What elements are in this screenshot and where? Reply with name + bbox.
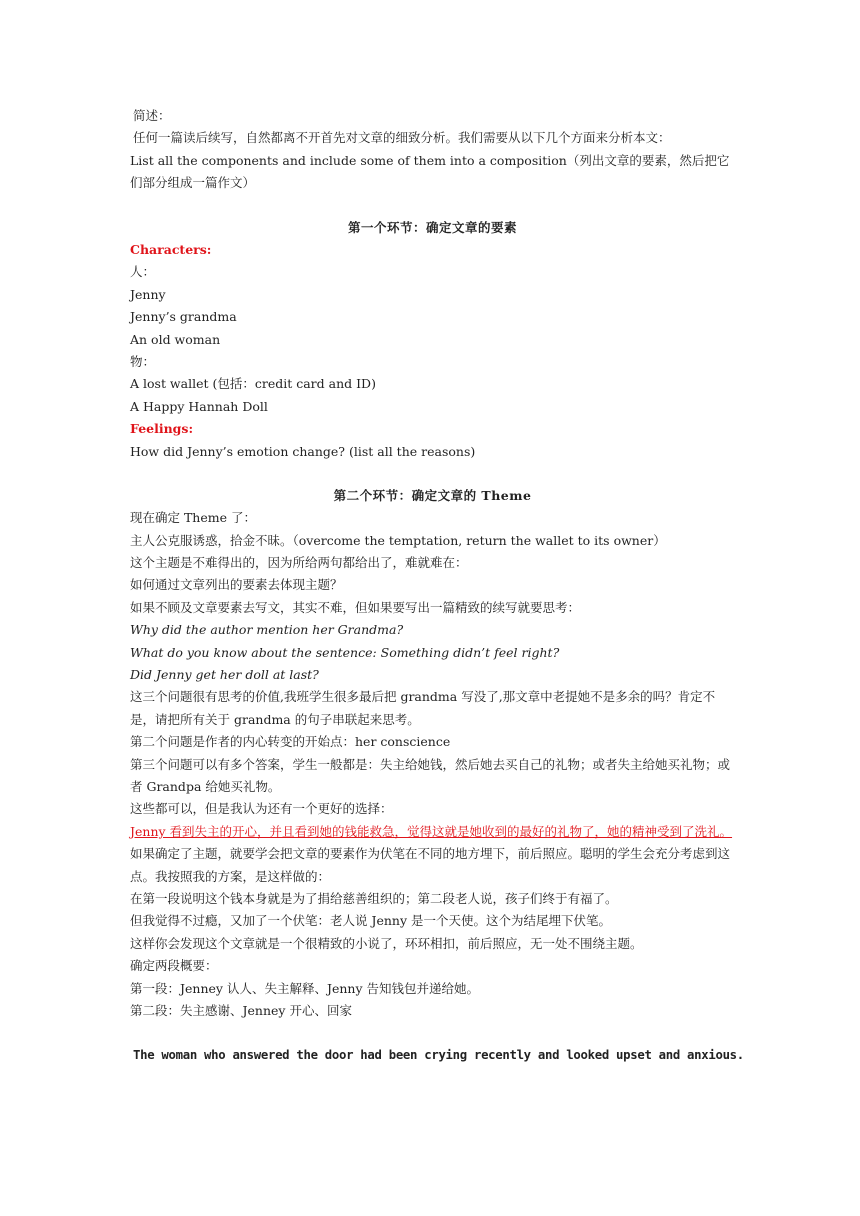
theme-line: 主人公克服诱惑，拾金不昧。（overcome the temptation, return the wallet to its owner）: [130, 532, 666, 548]
theme-line: 如果不顾及文章要素去写文，其实不难，但如果要写出一篇精致的续写就要思考：: [130, 599, 581, 615]
plan-paragraph: 在第一段说明这个钱本身就是为了捐给慈善组织的；第二段老人说，孩子们终于有福了。: [130, 891, 618, 907]
plan-paragraph: 但我觉得不过瘾，又加了一个伏笔：老人说 Jenny 是一个天使。这个为结尾埋下伏笔。: [130, 913, 612, 929]
feelings-label: Feelings:: [130, 421, 194, 437]
things-label: 物：: [130, 353, 156, 369]
document-page: [130, 105, 744, 1067]
person-item: Jenny: [130, 286, 166, 302]
analysis-paragraph: 第三个问题可以有多个答案，学生一般都是：失主给她钱，然后她去买自己的礼物；或者失主给她买礼物；或者 Grandpa 给她买礼物。: [130, 756, 731, 795]
spacer: [130, 1022, 735, 1044]
thing-item: A lost wallet (包括：credit card and ID): [130, 376, 376, 392]
plan-paragraph: 如果确定了主题，就要学会把文章的要素作为伏笔在不同的地方埋下，前后照应。聪明的学生会充分考虑到这点。我按照我的方案，是这样做的：: [130, 846, 731, 884]
theme-line: 如何通过文章列出的要素去体现主题？: [130, 577, 343, 593]
person-item: An old woman: [130, 331, 221, 347]
people-label: 人：: [130, 264, 156, 280]
question-item: Why did the author mention her Grandma?: [130, 622, 404, 638]
highlighted-answer: Jenny 看到失主的开心，并且看到她的钱能救急，觉得这就是她收到的最好的礼物了，她的精神受到了洗礼。: [130, 823, 733, 839]
question-item: What do you know about the sentence: Something didn’t feel right?: [130, 644, 560, 660]
section1-title: 第一个环节：确定文章的要素: [347, 219, 517, 235]
summary-item: 第一段：Jenney 认人、失主解释、Jenny 告知钱包并递给她。: [130, 980, 479, 996]
summary-item: 第二段：失主感谢、Jenney 开心、回家: [130, 1002, 352, 1018]
analysis-paragraph: 第二个问题是作者的内心转变的开始点：her conscience: [130, 734, 451, 750]
intro-paragraph-1: 任何一篇读后续写，自然都离不开首先对文章的细致分析。我们需要从以下几个方面来分析本文：: [133, 130, 671, 146]
feelings-question: How did Jenny’s emotion change? (list all the reasons): [130, 443, 476, 459]
theme-line: 现在确定 Theme 了：: [130, 510, 256, 526]
summary-label: 确定两段概要：: [130, 958, 218, 974]
thing-item: A Happy Hannah Doll: [130, 398, 268, 414]
characters-label: Characters:: [130, 241, 212, 257]
question-item: Did Jenny get her doll at last?: [130, 667, 319, 683]
section2-title: 第二个环节：确定文章的 Theme: [333, 487, 532, 503]
closing-sentence: The woman who answered the door had been crying recently and looked upset and anxious.: [133, 1048, 744, 1063]
person-item: Jenny’s grandma: [130, 309, 237, 325]
theme-line: 这个主题是不难得出的，因为所给两句都给出了，难就难在：: [130, 555, 468, 571]
spacer: [130, 463, 735, 485]
spacer: [130, 195, 735, 217]
intro-paragraph-2: List all the components and include some of them into a composition（列出文章的要素，然后把它们部分组成一篇作文）: [130, 152, 730, 191]
plan-paragraph: 这样你会发现这个文章就是一个很精致的小说了，环环相扣，前后照应，无一处不围绕主题。: [130, 935, 643, 951]
analysis-paragraph: 这三个问题很有思考的价值,我班学生很多最后把 grandma 写没了,那文章中老提她不是多余的吗？肯定不是，请把所有关于 grandma 的句子串联起来思考。: [130, 689, 716, 727]
intro-heading: 简述：: [133, 108, 171, 123]
analysis-paragraph: 这些都可以，但是我认为还有一个更好的选择：: [130, 801, 393, 817]
